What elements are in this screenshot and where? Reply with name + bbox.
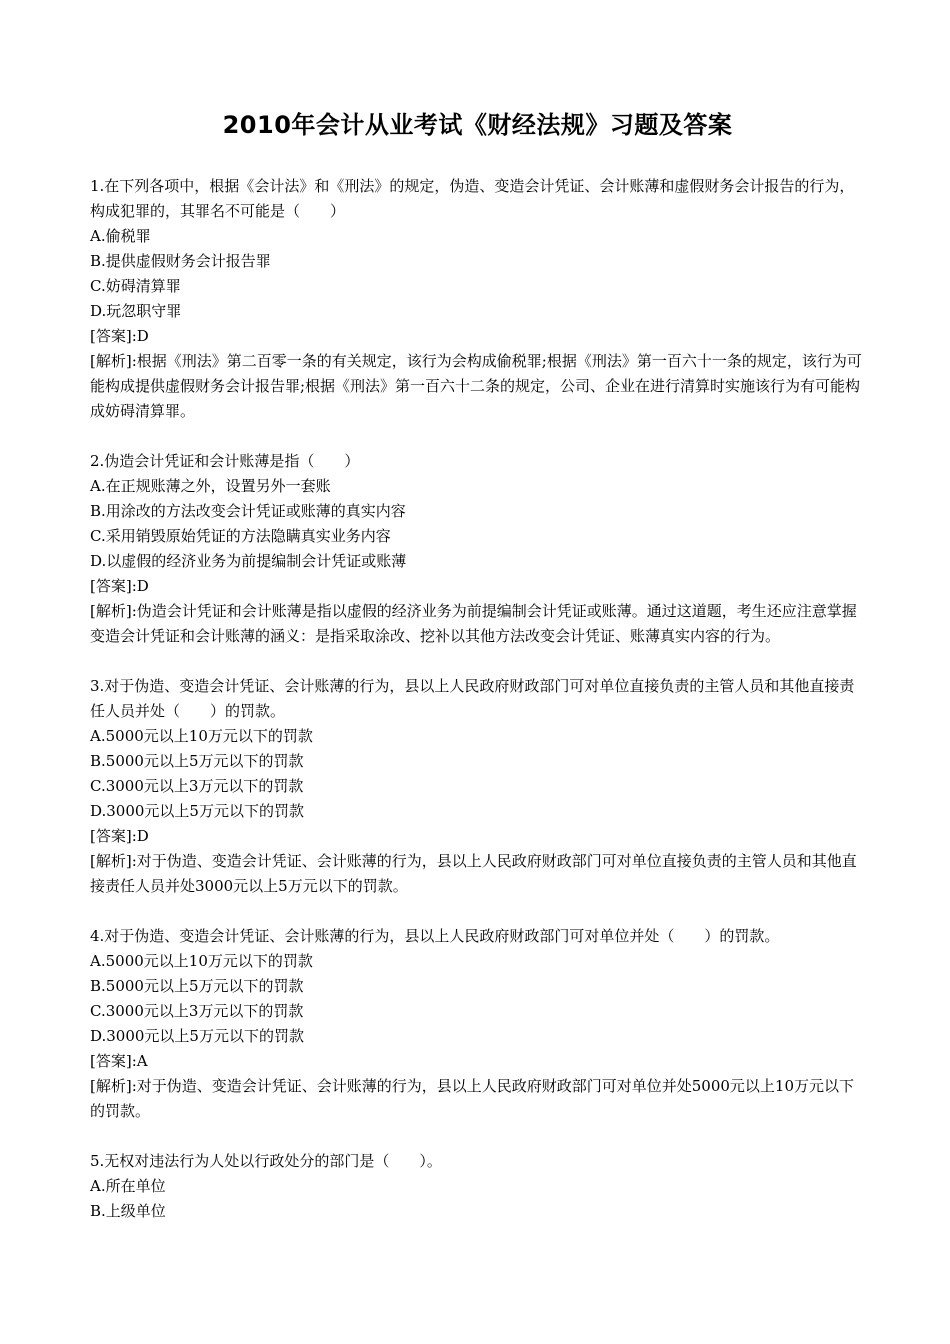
option-c: C.妨碍清算罪 xyxy=(90,277,181,295)
question-stem: 2.伪造会计凭证和会计账薄是指（ ） xyxy=(90,452,360,470)
question-5 xyxy=(90,1149,865,1224)
option-d: D.3000元以上5万元以下的罚款 xyxy=(90,802,304,820)
option-d: D.玩忽职守罪 xyxy=(90,302,182,320)
option-a: A.在正规账薄之外，设置另外一套账 xyxy=(90,477,331,495)
option-a: A.5000元以上10万元以下的罚款 xyxy=(90,952,313,970)
option-d: D.以虚假的经济业务为前提编制会计凭证或账薄 xyxy=(90,552,407,570)
option-b: B.提供虚假财务会计报告罪 xyxy=(90,252,271,270)
question-1 xyxy=(90,174,865,424)
answer: [答案]:D xyxy=(90,577,149,595)
question-3 xyxy=(90,674,865,899)
answer: [答案]:D xyxy=(90,827,149,845)
option-a: A.所在单位 xyxy=(90,1177,166,1195)
analysis: [解析]:对于伪造、变造会计凭证、会计账薄的行为，县以上人民政府财政部门可对单位直接负责的主管人员和其他直接责任人员并处3000元以上5万元以下的罚款。 xyxy=(90,852,857,895)
document-title: 2010年会计从业考试《财经法规》习题及答案 xyxy=(222,111,733,139)
option-a: A.5000元以上10万元以下的罚款 xyxy=(90,727,313,745)
question-stem: 1.在下列各项中，根据《会计法》和《刑法》的规定，伪造、变造会计凭证、会计账薄和虚假财务会计报告的行为，构成犯罪的，其罪名不可能是（ ） xyxy=(90,177,855,220)
option-b: B.5000元以上5万元以下的罚款 xyxy=(90,752,304,770)
option-a: A.偷税罪 xyxy=(90,227,151,245)
option-c: C.3000元以上3万元以下的罚款 xyxy=(90,1002,304,1020)
question-2 xyxy=(90,449,865,649)
question-stem: 5.无权对违法行为人处以行政处分的部门是（ ）。 xyxy=(90,1152,442,1170)
option-b: B.上级单位 xyxy=(90,1202,166,1220)
analysis: [解析]:对于伪造、变造会计凭证、会计账薄的行为，县以上人民政府财政部门可对单位并处5000元以上10万元以下的罚款。 xyxy=(90,1077,855,1120)
analysis: [解析]:伪造会计凭证和会计账薄是指以虚假的经济业务为前提编制会计凭证或账薄。通过这道题，考生还应注意掌握变造会计凭证和会计账薄的涵义：是指采取涂改、挖补以其他方法改变会计凭证、账薄真实内容的行为。 xyxy=(90,602,857,645)
option-c: C.采用销毁原始凭证的方法隐瞒真实业务内容 xyxy=(90,527,391,545)
question-stem: 4.对于伪造、变造会计凭证、会计账薄的行为，县以上人民政府财政部门可对单位并处（ ）的罚款。 xyxy=(90,927,780,945)
answer: [答案]:D xyxy=(90,327,149,345)
answer: [答案]:A xyxy=(90,1052,148,1070)
question-stem: 3.对于伪造、变造会计凭证、会计账薄的行为，县以上人民政府财政部门可对单位直接负责的主管人员和其他直接责任人员并处（ ）的罚款。 xyxy=(90,677,855,720)
option-c: C.3000元以上3万元以下的罚款 xyxy=(90,777,304,795)
document-page xyxy=(90,108,865,1249)
option-b: B.5000元以上5万元以下的罚款 xyxy=(90,977,304,995)
analysis: [解析]:根据《刑法》第二百零一条的有关规定，该行为会构成偷税罪;根据《刑法》第一百六十一条的规定，该行为可能构成提供虚假财务会计报告罪;根据《刑法》第一百六十二条的规定，公司、企业在进行清算时实施该行为有可能构成妨碍清算罪。 xyxy=(90,352,862,420)
option-d: D.3000元以上5万元以下的罚款 xyxy=(90,1027,304,1045)
option-b: B.用涂改的方法改变会计凭证或账薄的真实内容 xyxy=(90,502,406,520)
question-4 xyxy=(90,924,865,1124)
